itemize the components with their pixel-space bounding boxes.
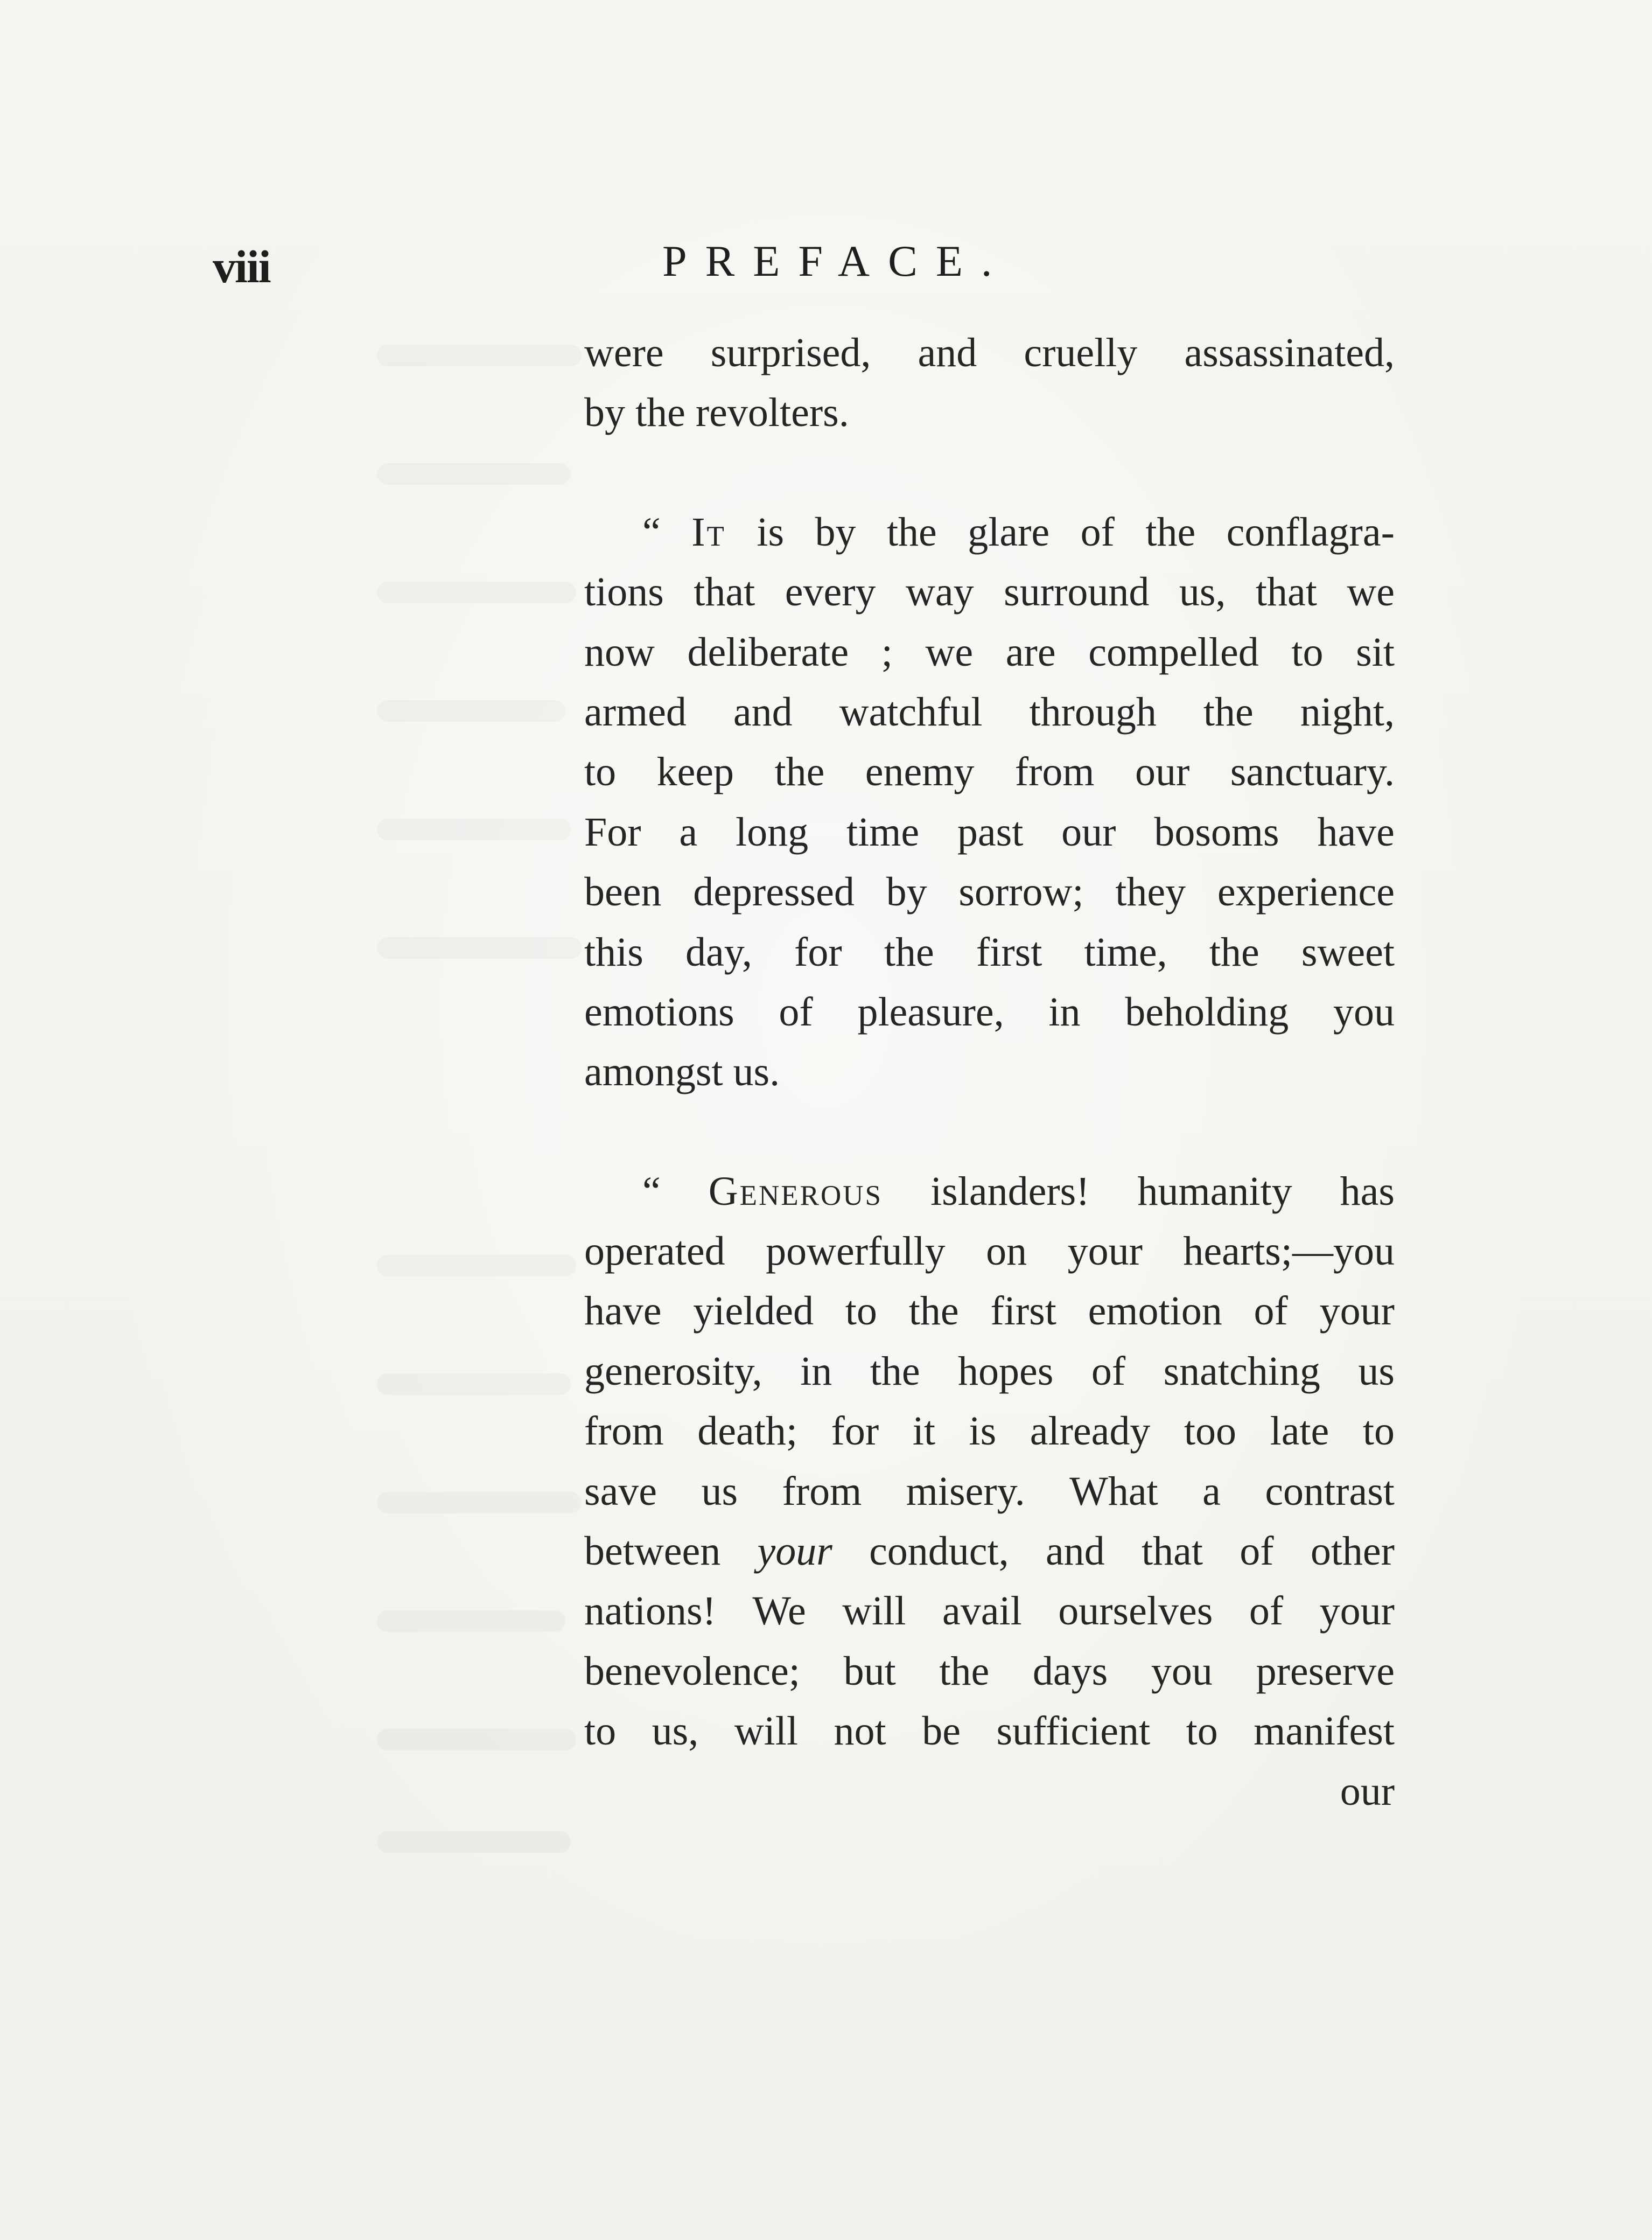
- text-line: [584, 1701, 1395, 1761]
- word: between: [584, 1529, 721, 1574]
- word: your: [1319, 1588, 1395, 1634]
- running-head: PREFACE.: [662, 236, 1011, 285]
- page-number: viii: [213, 241, 270, 292]
- word: assassinated,: [1184, 330, 1395, 375]
- word: conflagra-: [1226, 509, 1395, 555]
- word: have: [1317, 809, 1395, 855]
- word: the: [884, 929, 934, 975]
- bleed-through-mark: [377, 463, 571, 485]
- word: your: [757, 1529, 832, 1574]
- word: a: [679, 809, 698, 855]
- word: your: [1067, 1229, 1143, 1274]
- text-line: [584, 803, 1395, 862]
- word: manifest: [1254, 1708, 1395, 1754]
- text-line: [584, 923, 1395, 982]
- word: the: [908, 1288, 959, 1334]
- word: of: [1249, 1588, 1284, 1634]
- word: nations!: [584, 1588, 716, 1634]
- word: the: [886, 509, 937, 555]
- word: the: [1203, 689, 1254, 735]
- word: Generous: [708, 1168, 883, 1214]
- word: enemy: [865, 749, 975, 795]
- word: to: [584, 1708, 617, 1754]
- word: to: [1362, 1408, 1395, 1454]
- word: benevolence;: [584, 1648, 800, 1694]
- word: other: [1310, 1529, 1395, 1574]
- word: yielded: [693, 1288, 814, 1334]
- text-line: [584, 1642, 1395, 1701]
- bleed-through-mark: [377, 1610, 565, 1632]
- text-line: [584, 1581, 1395, 1641]
- word: and: [918, 330, 977, 375]
- text-line: [584, 742, 1395, 802]
- text-line: [584, 1462, 1395, 1522]
- word: we: [1347, 569, 1395, 615]
- text-line: [584, 682, 1395, 742]
- word: sanctuary.: [1230, 749, 1395, 795]
- text-line: [584, 1222, 1395, 1281]
- paragraph-gap: [584, 443, 1395, 503]
- word: to: [584, 749, 617, 795]
- word: were: [584, 330, 664, 375]
- bleed-through-mark: [377, 937, 582, 959]
- word: to: [1291, 629, 1324, 675]
- word: sit: [1356, 629, 1395, 675]
- word: are: [1005, 629, 1056, 675]
- text-line: [584, 383, 1395, 443]
- bleed-through-mark: [377, 819, 571, 840]
- word: for: [831, 1408, 879, 1454]
- word: the: [774, 749, 825, 795]
- text-line: [584, 323, 1395, 383]
- text-line: [584, 1162, 1395, 1222]
- word: past: [957, 809, 1024, 855]
- word: experience: [1217, 869, 1395, 915]
- word: days: [1032, 1648, 1108, 1694]
- word: a: [1202, 1468, 1221, 1514]
- word: on: [986, 1229, 1027, 1274]
- bleed-through-mark: [377, 582, 576, 603]
- word: by: [886, 869, 927, 915]
- text-line: [584, 1522, 1395, 1581]
- word: first: [976, 929, 1042, 975]
- word: preserve: [1256, 1648, 1395, 1694]
- line-text: by the revolters.: [584, 390, 849, 436]
- word: in: [1048, 989, 1081, 1035]
- word: time,: [1084, 929, 1167, 975]
- word: We: [752, 1588, 806, 1634]
- word: powerfully: [766, 1229, 946, 1274]
- word: and: [733, 689, 793, 735]
- word: islanders!: [930, 1168, 1090, 1214]
- word: you: [1333, 989, 1395, 1035]
- word: glare: [968, 509, 1050, 555]
- word: been: [584, 869, 662, 915]
- word: cruelly: [1024, 330, 1138, 375]
- word: will: [734, 1708, 798, 1754]
- word: our: [1135, 749, 1190, 795]
- text-line: [584, 562, 1395, 622]
- text-line: [584, 862, 1395, 922]
- word: from: [584, 1408, 664, 1454]
- word: watchful: [839, 689, 983, 735]
- word: but: [843, 1648, 896, 1694]
- word: to: [1186, 1708, 1218, 1754]
- paragraph-gap: [584, 1102, 1395, 1162]
- bleed-through-mark: [377, 1831, 571, 1853]
- word: from: [1014, 749, 1095, 795]
- word: of: [1240, 1529, 1274, 1574]
- word: emotion: [1088, 1288, 1222, 1334]
- bleed-through-mark: [377, 1492, 582, 1513]
- word: this: [584, 929, 643, 975]
- word: hopes: [958, 1348, 1054, 1394]
- word: misery.: [906, 1468, 1025, 1514]
- word: way: [906, 569, 974, 615]
- word: in: [800, 1348, 832, 1394]
- text-line: [584, 503, 1395, 562]
- word: we: [925, 629, 974, 675]
- word: operated: [584, 1229, 725, 1274]
- word: It: [691, 509, 726, 555]
- catchword-line: [584, 1762, 1395, 1822]
- word: be: [922, 1708, 961, 1754]
- word: and: [1045, 1529, 1105, 1574]
- word: it: [912, 1408, 935, 1454]
- word: have: [584, 1288, 662, 1334]
- word: surprised,: [710, 330, 871, 375]
- catchword: our: [1340, 1768, 1395, 1814]
- word: compelled: [1088, 629, 1259, 675]
- word: “: [642, 1168, 661, 1214]
- bleed-through-mark: [377, 700, 565, 722]
- word: contrast: [1265, 1468, 1395, 1514]
- word: generosity,: [584, 1348, 762, 1394]
- body-text: [584, 323, 1395, 1822]
- word: long: [736, 809, 809, 855]
- text-line: [584, 1401, 1395, 1461]
- word: of: [779, 989, 813, 1035]
- word: the: [1209, 929, 1259, 975]
- word: us: [701, 1468, 738, 1514]
- word: time: [846, 809, 920, 855]
- word: for: [794, 929, 842, 975]
- word: that: [1255, 569, 1317, 615]
- word: tions: [584, 569, 664, 615]
- word: late: [1270, 1408, 1329, 1454]
- word: keep: [656, 749, 734, 795]
- word: of: [1091, 1348, 1126, 1394]
- word: beholding: [1125, 989, 1289, 1035]
- word: now: [584, 629, 655, 675]
- word: that: [1141, 1529, 1203, 1574]
- word: surround: [1004, 569, 1150, 615]
- word: the: [870, 1348, 920, 1394]
- word: For: [584, 809, 641, 855]
- word: snatching: [1163, 1348, 1320, 1394]
- word: too: [1184, 1408, 1237, 1454]
- word: avail: [942, 1588, 1022, 1634]
- word: is: [757, 509, 785, 555]
- bleed-through-mark: [377, 345, 582, 366]
- word: through: [1029, 689, 1157, 735]
- word: our: [1061, 809, 1116, 855]
- word: not: [834, 1708, 886, 1754]
- text-line: [584, 1342, 1395, 1401]
- word: emotions: [584, 989, 734, 1035]
- word: armed: [584, 689, 687, 735]
- word: already: [1030, 1408, 1151, 1454]
- word: pleasure,: [857, 989, 1004, 1035]
- word: the: [939, 1648, 990, 1694]
- word: save: [584, 1468, 657, 1514]
- text-line: [584, 623, 1395, 682]
- word: is: [969, 1408, 997, 1454]
- word: night,: [1300, 689, 1395, 735]
- word: to: [845, 1288, 877, 1334]
- line-text: amongst us.: [584, 1049, 780, 1095]
- word: you: [1151, 1648, 1213, 1694]
- word: What: [1069, 1468, 1158, 1514]
- word: sufficient: [996, 1708, 1151, 1754]
- word: death;: [697, 1408, 797, 1454]
- text-line: [584, 982, 1395, 1042]
- word: humanity: [1137, 1168, 1292, 1214]
- word: “: [642, 509, 661, 555]
- word: has: [1340, 1168, 1395, 1214]
- word: sorrow;: [958, 869, 1084, 915]
- word: day,: [685, 929, 752, 975]
- word: us,: [652, 1708, 699, 1754]
- bleed-through-mark: [377, 1373, 571, 1395]
- text-line: [584, 1042, 1395, 1102]
- word: us: [1358, 1348, 1395, 1394]
- word: deliberate: [687, 629, 849, 675]
- word: bosoms: [1154, 809, 1279, 855]
- word: will: [842, 1588, 906, 1634]
- word: from: [782, 1468, 862, 1514]
- word: that: [694, 569, 755, 615]
- word: your: [1319, 1288, 1395, 1334]
- word: ;: [881, 629, 893, 675]
- text-line: [584, 1281, 1395, 1341]
- word: sweet: [1301, 929, 1395, 975]
- word: us,: [1179, 569, 1226, 615]
- word: of: [1080, 509, 1115, 555]
- word: conduct,: [869, 1529, 1009, 1574]
- bleed-through-mark: [377, 1729, 576, 1750]
- word: depressed: [693, 869, 855, 915]
- word: ourselves: [1058, 1588, 1213, 1634]
- word: of: [1254, 1288, 1288, 1334]
- word: hearts;—you: [1183, 1229, 1395, 1274]
- bleed-through-mark: [377, 1255, 576, 1276]
- word: first: [990, 1288, 1056, 1334]
- word: the: [1145, 509, 1196, 555]
- word: by: [815, 509, 856, 555]
- word: they: [1115, 869, 1186, 915]
- word: every: [785, 569, 876, 615]
